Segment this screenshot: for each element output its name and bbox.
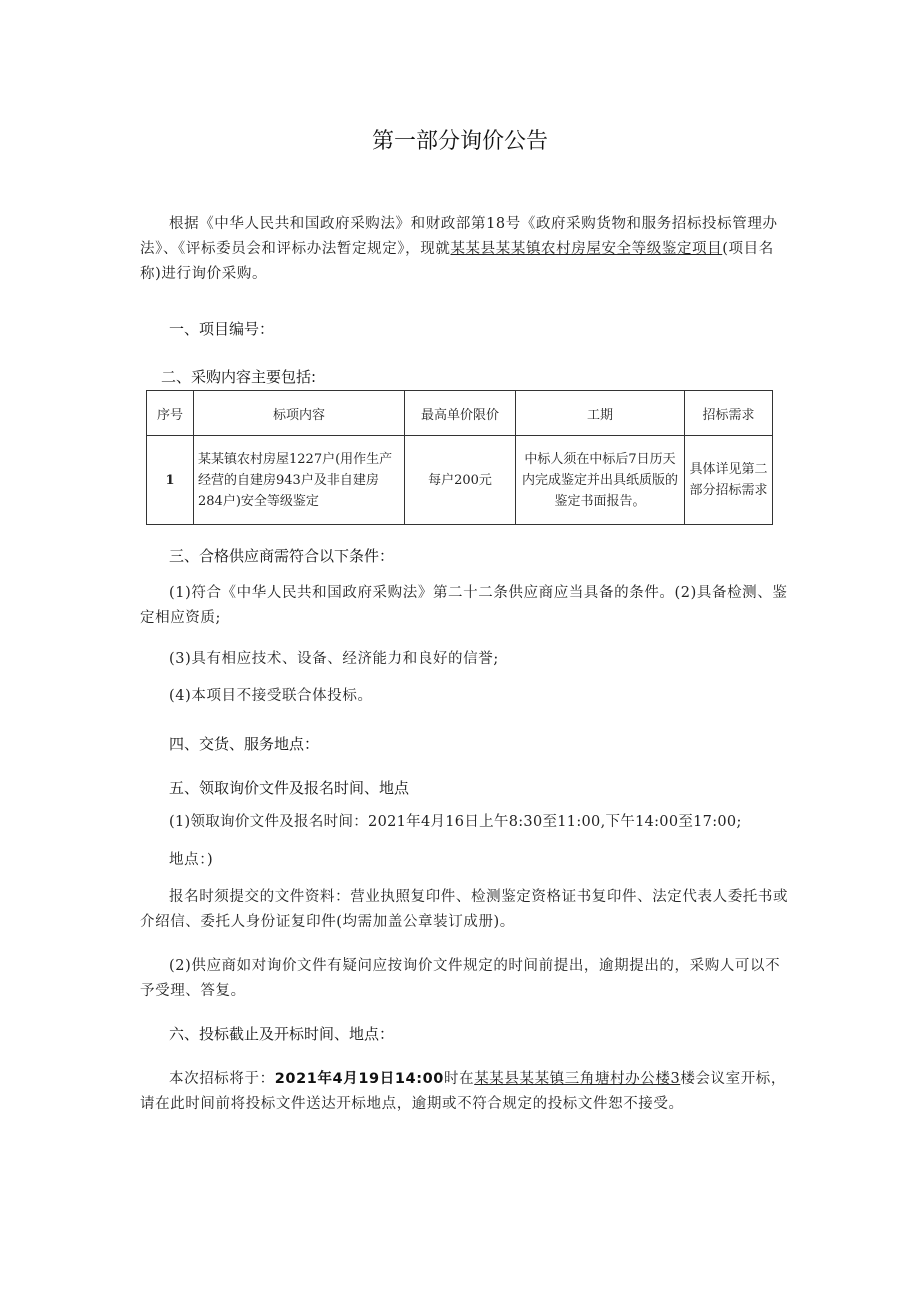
table-header-cell: 标项内容 [194,391,405,436]
condition-1: (1)符合《中华人民共和国政府采购法》第二十二条供应商应当具备的条件。(2)具备检测、鉴定相应资质; [140,585,788,626]
intro-text-1: 根据《中华人民共和国政府采购法》和财政部第18号《政府采购货物和服务招标投标管理办法》、《评标委员会和评标办法暂定规定》，现就 [140,216,778,257]
table-header-cell: 最高单价限价 [405,391,516,436]
table-header-cell: 序号 [147,391,194,436]
section-heading-1: 一、项目编号： [169,320,275,338]
table-cell-content: 某某镇农村房屋1227户(用作生产经营的自建房943户及非自建房284户)安全等级鉴定 [194,436,405,525]
intro-text-2: (项目名称)进行询价采购。 [140,241,774,282]
section-heading-6: 六、投标截止及开标时间、地点： [169,1025,395,1043]
page-title: 第一部分询价公告 [371,129,548,154]
condition-4: (4)本项目不接受联合体投标。 [169,688,373,704]
bid-datetime: 2021年4月19日14:00 [274,1071,444,1087]
section-heading-4: 四、交货、服务地点： [169,735,320,753]
section-heading-5: 五、领取询价文件及报名时间、地点 [169,779,410,797]
section-heading-3: 三、合格供应商需符合以下条件： [169,547,395,565]
table-header-cell: 招标需求 [685,391,773,436]
table-cell-period: 中标人须在中标后7日历天内完成鉴定并出具纸质版的鉴定书面报告。 [516,436,685,525]
table-cell-requirement: 具体详见第二部分招标需求 [685,436,773,525]
registration-query: (2)供应商如对询价文件有疑问应按询价文件规定的时间前提出，逾期提出的，采购人可以不予受理、答复。 [140,958,781,999]
table-row [147,436,773,525]
procurement-table [146,390,773,525]
bid-location: 某某县某某镇三角塘村办公楼3 [474,1071,681,1087]
table-cell-price: 每户200元 [405,436,516,525]
registration-time: (1)领取询价文件及报名时间：2021年4月16日上午8:30至11:00,下午14:00至17:00; [169,814,742,830]
registration-place: 地点：) [169,852,214,868]
table-header-cell: 工期 [516,391,685,436]
table-header-row [147,391,773,436]
project-name: 某某县某某镇农村房屋安全等级鉴定项目 [450,241,723,257]
table-cell-no: 1 [147,436,194,525]
bid-suffix: 楼会议室开标，请在此时间前将投标文件送达开标地点，逾期或不符合规定的投标文件恕不接受。 [140,1071,787,1112]
condition-3: (3)具有相应技术、设备、经济能力和良好的信誉; [169,651,499,667]
intro-paragraph [140,212,790,287]
bid-at: 时在 [443,1071,475,1087]
section-heading-2: 二、采购内容主要包括: [161,368,317,386]
bid-paragraph [140,1067,790,1117]
registration-docs: 报名时须提交的文件资料：营业执照复印件、检测鉴定资格证书复印件、法定代表人委托书或介绍信、委托人身份证复印件(均需加盖公章装订成册)。 [140,889,789,930]
bid-prefix: 本次招标将于： [169,1071,275,1087]
